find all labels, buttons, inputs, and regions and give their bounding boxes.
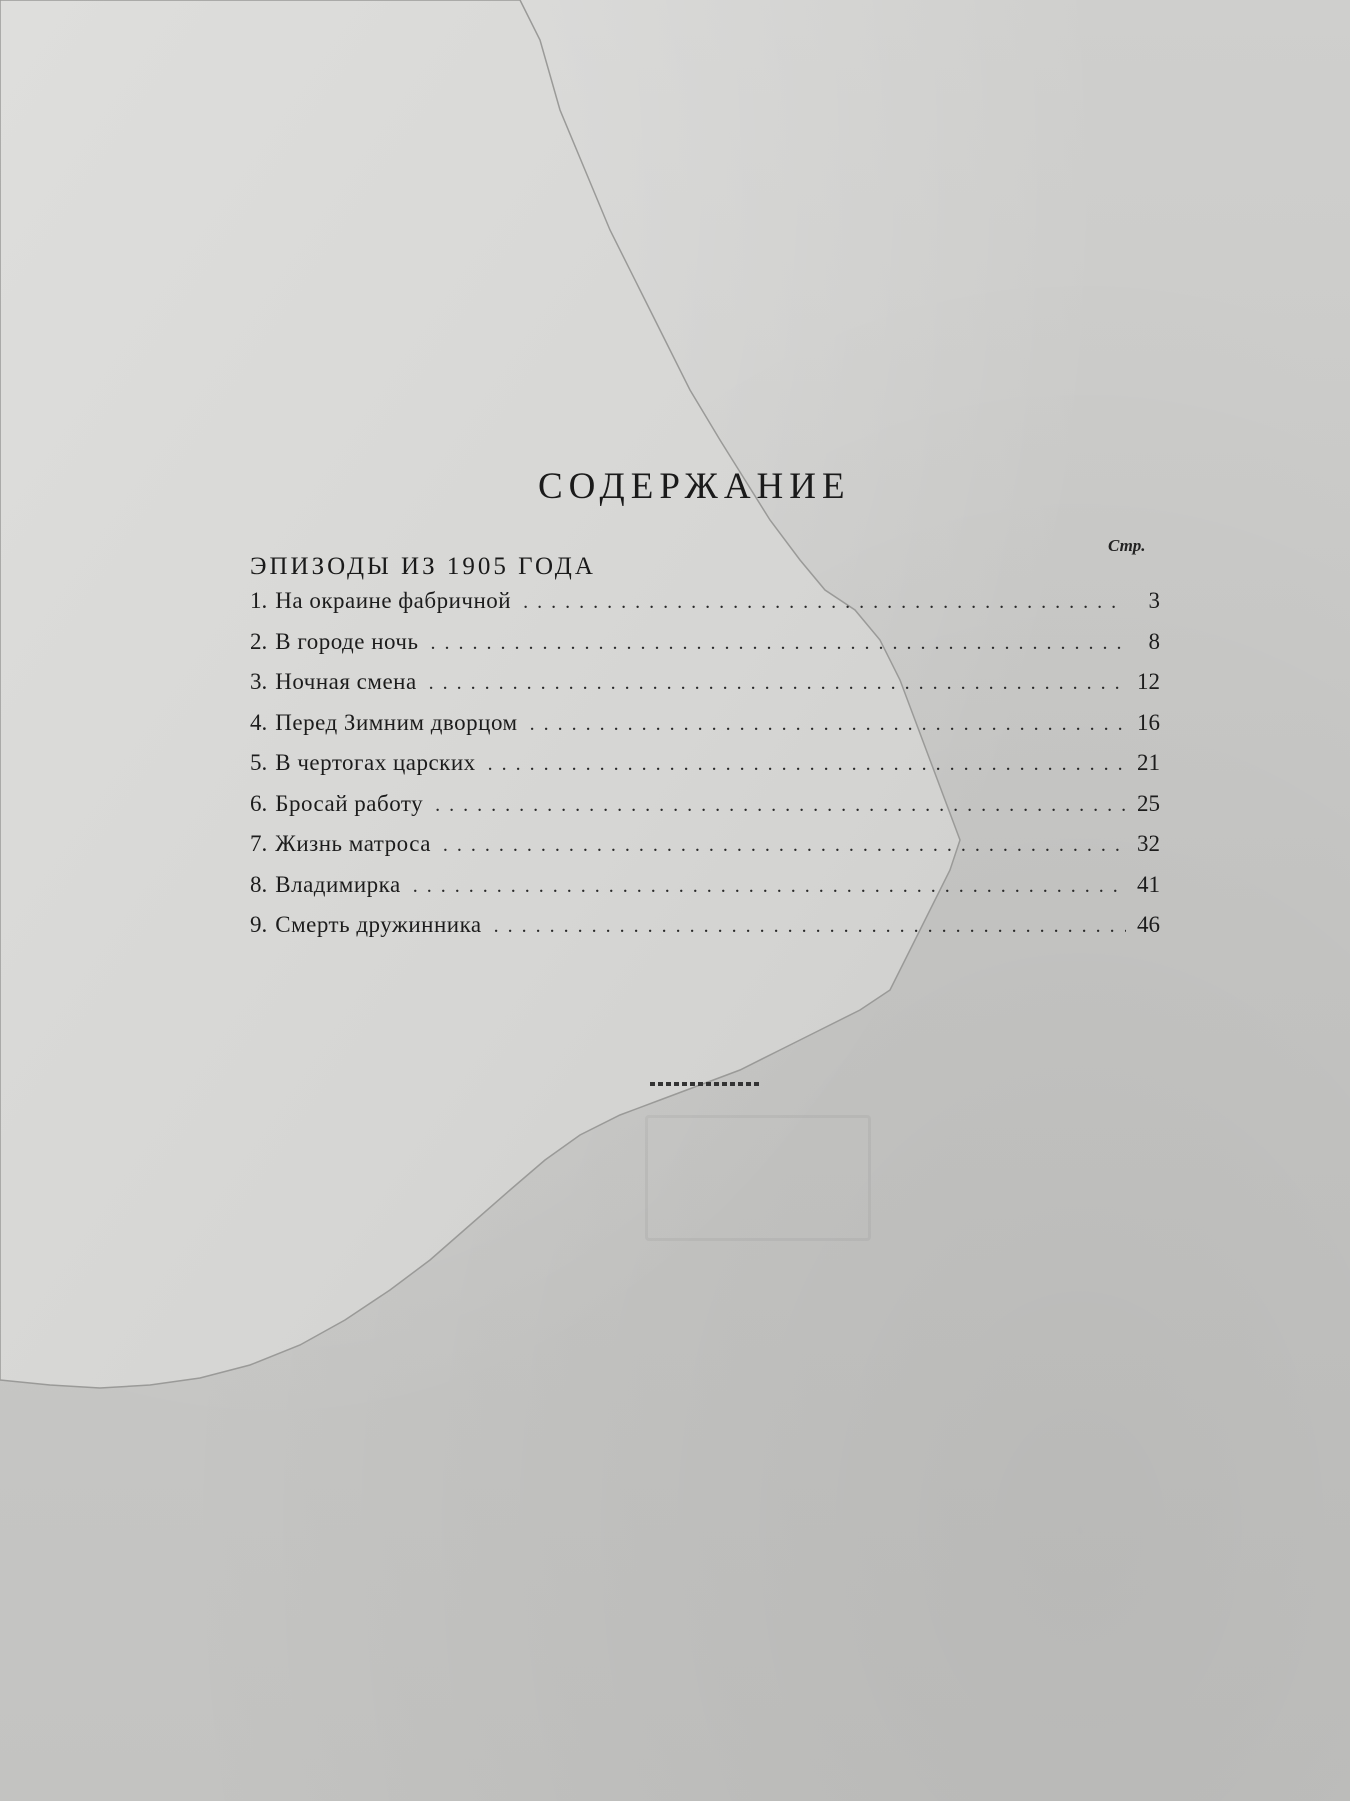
entry-title: Ночная смена	[275, 669, 417, 694]
toc-entry	[250, 669, 1160, 710]
entry-page-number: 41	[1137, 871, 1160, 897]
entry-title: В чертогах царских	[275, 750, 476, 775]
entry-title: На окраине фабричной	[275, 588, 512, 613]
dot-leader	[443, 834, 1126, 857]
toc-entry	[250, 588, 1160, 629]
entry-page-number: 25	[1137, 790, 1160, 816]
toc-entry	[250, 710, 1160, 751]
entry-number: 7.	[250, 831, 268, 856]
entry-number: 4.	[250, 709, 268, 735]
dot-leader	[413, 875, 1126, 898]
toc-entry	[250, 912, 1160, 953]
entry-page-number: 21	[1137, 750, 1160, 775]
entry-number: 1.	[250, 588, 268, 613]
entry-title: Бросай работу	[275, 790, 424, 816]
entry-title: Жизнь матроса	[275, 831, 431, 856]
entry-title: Перед Зимним дворцом	[275, 709, 518, 735]
entry-title: Владимирка	[275, 871, 401, 897]
entry-number: 3.	[250, 669, 268, 694]
entry-page-number: 16	[1137, 709, 1160, 735]
toc-entry	[250, 831, 1160, 872]
entry-number: 2.	[250, 628, 268, 654]
faint-stamp	[645, 1115, 871, 1241]
toc-entry	[250, 872, 1160, 913]
dot-leader	[430, 632, 1126, 655]
dot-leader	[494, 915, 1126, 938]
toc-entry	[250, 791, 1160, 832]
toc-list	[250, 588, 1160, 953]
dot-leader	[429, 672, 1126, 695]
page-column-label: Стр.	[1108, 536, 1146, 555]
entry-title: Смерть дружинника	[275, 912, 482, 937]
entry-title: В городе ночь	[275, 628, 419, 654]
dot-leader	[530, 713, 1126, 736]
entry-page-number: 8	[1148, 628, 1160, 654]
toc-entry	[250, 750, 1160, 791]
entry-page-number: 12	[1137, 669, 1160, 694]
dot-leader	[435, 794, 1126, 817]
ornament-divider	[650, 1082, 762, 1086]
entry-number: 8.	[250, 871, 268, 897]
toc-title: СОДЕРЖАНИЕ	[538, 465, 851, 507]
section-title: ЭПИЗОДЫ ИЗ 1905 ГОДА	[250, 553, 596, 580]
entry-number: 9.	[250, 912, 268, 937]
toc-entry	[250, 629, 1160, 670]
entry-number: 5.	[250, 750, 268, 775]
entry-page-number: 3	[1148, 588, 1160, 613]
entry-page-number: 32	[1137, 831, 1160, 856]
dot-leader	[488, 753, 1126, 776]
dot-leader	[523, 591, 1126, 614]
entry-page-number: 46	[1137, 912, 1160, 937]
entry-number: 6.	[250, 790, 268, 816]
